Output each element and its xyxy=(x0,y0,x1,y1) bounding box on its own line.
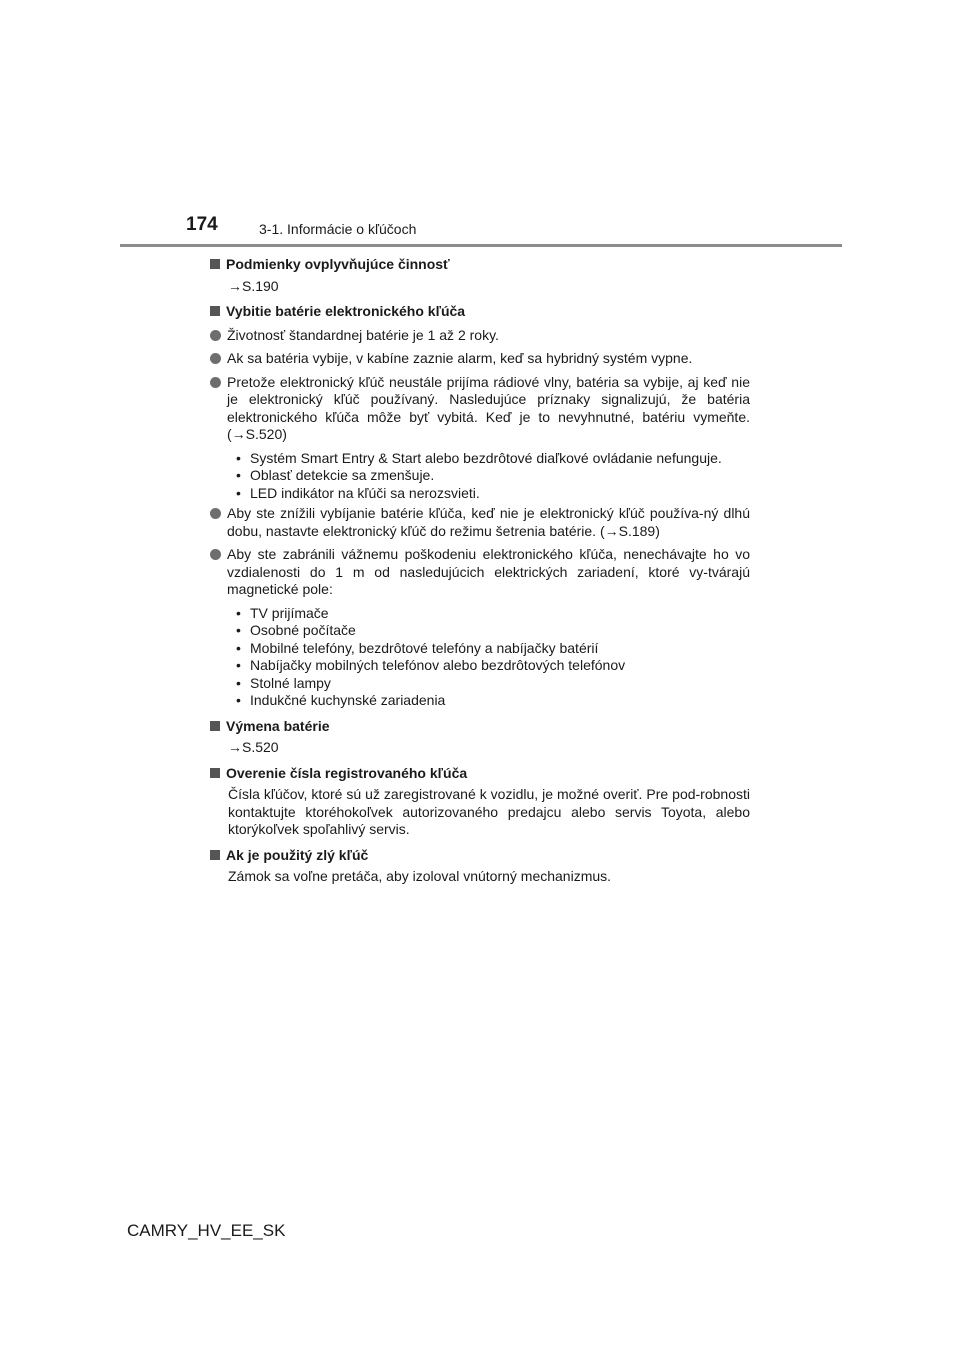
list-item: Aby ste zabránili vážnemu poškodeniu elektronického kľúča, nenechávajte ho vo vzdialenosti do 1 m od nasledujúcich elektrických zariadení, ktoré vy-tvárajú magnetické pole: xyxy=(210,546,750,599)
page-number: 174 xyxy=(186,214,218,235)
page-reference: →S.190 xyxy=(228,277,279,294)
sub-list-item: • Indukčné kuchynské zariadenia xyxy=(236,692,446,708)
section-heading: Podmienky ovplyvňujúce činnosť xyxy=(210,256,750,274)
sub-list-item: • Stolné lampy xyxy=(236,674,331,691)
section-heading: Výmena batérie xyxy=(210,718,750,736)
square-bullet-icon xyxy=(210,259,220,269)
square-bullet-icon xyxy=(210,768,220,778)
page-header xyxy=(186,214,846,244)
sub-list-item: • Osobné počítače xyxy=(236,622,356,638)
circle-bullet-icon xyxy=(210,330,221,341)
circle-bullet-icon xyxy=(210,377,221,388)
paragraph: Čísla kľúčov, ktoré sú už zaregistrované k vozidlu, je možné overiť. Pre pod-robnosti kontaktujte ktoréhokoľvek autorizovaného predajcu alebo servis Toyota, alebo ktorýkoľvek spoľahlivý servis. xyxy=(228,786,750,837)
list-item: Aby ste znížili vybíjanie batérie kľúča, keď nie je elektronický kľúč používa-ný dlhú dobu, nastavte elektronický kľúč do režimu šetrenia batérie. (→S.189) xyxy=(210,505,750,540)
sub-list-item: • Nabíjačky mobilných telefónov alebo bezdrôtových telefónov xyxy=(236,657,626,673)
square-bullet-icon xyxy=(210,850,220,860)
list-item: Životnosť štandardnej batérie je 1 až 2 roky. xyxy=(210,327,750,345)
sub-list-item: • Systém Smart Entry & Start alebo bezdrôtové diaľkové ovládanie nefunguje. xyxy=(236,449,722,466)
square-bullet-icon xyxy=(210,721,220,731)
square-bullet-icon xyxy=(210,306,220,316)
list-item: Pretože elektronický kľúč neustále prijíma rádiové vlny, batéria sa vybije, aj keď nie je elektronický kľúč používaný. Nasledujúce príznaky signalizujú, že batéria elektronického kľúča môže byť vybitá. Keď je to nevyhnutné, batériu vymeňte. (→S.520) xyxy=(210,374,750,444)
page-content xyxy=(210,256,750,886)
section-title: 3-1. Informácie o kľúčoch xyxy=(259,221,417,237)
sub-list-item: • LED indikátor na kľúči sa nerozsvieti. xyxy=(236,484,480,501)
sub-list xyxy=(210,450,750,503)
section-heading: Vybitie batérie elektronického kľúča xyxy=(210,303,750,321)
sub-list-item: • Oblasť detekcie sa zmenšuje. xyxy=(236,467,435,483)
list-item: Ak sa batéria vybije, v kabíne zaznie alarm, keď sa hybridný systém vypne. xyxy=(210,350,750,368)
circle-bullet-icon xyxy=(210,508,221,519)
circle-bullet-icon xyxy=(210,353,221,364)
circle-bullet-icon xyxy=(210,549,221,560)
section-heading: Overenie čísla registrovaného kľúča xyxy=(210,765,750,783)
page-reference: →S.520 xyxy=(228,739,279,755)
sub-list xyxy=(210,605,750,710)
sub-list-item: • Mobilné telefóny, bezdrôtové telefóny a nabíjačky batérií xyxy=(236,639,599,656)
section-heading: Ak je použitý zlý kľúč xyxy=(210,847,750,865)
document-code: CAMRY_HV_EE_SK xyxy=(127,1221,286,1240)
header-rule xyxy=(120,244,842,247)
sub-list-item: • TV prijímače xyxy=(236,604,329,621)
paragraph: Zámok sa voľne pretáča, aby izoloval vnútorný mechanizmus. xyxy=(228,868,612,884)
